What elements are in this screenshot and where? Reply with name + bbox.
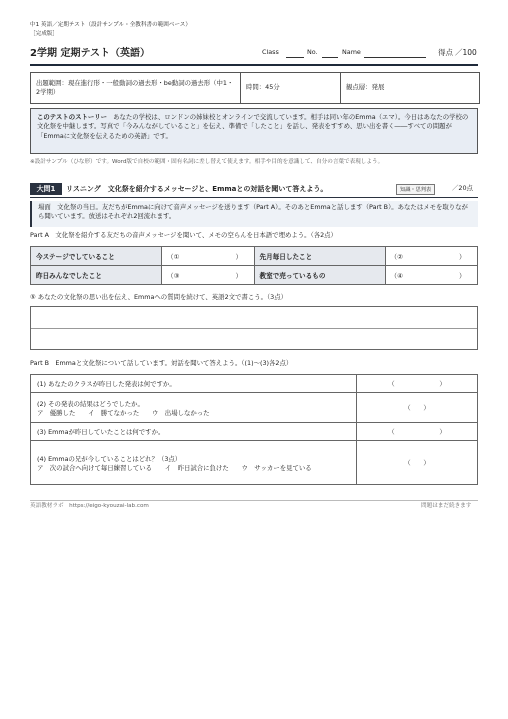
question-text: (3) Emmaが昨日していたことは何ですか。 <box>31 423 357 441</box>
score-max: ／100 <box>455 48 477 57</box>
question-cell <box>31 441 357 485</box>
name-label: Name <box>342 48 361 56</box>
answer-cell[interactable]: （ ） <box>357 441 478 485</box>
blank-close: ） <box>235 272 243 280</box>
memo-row <box>31 266 478 285</box>
blank-4: （④ <box>390 272 404 280</box>
class-label: Class <box>262 48 279 56</box>
score-label: 得点 <box>438 48 453 57</box>
memo-label: 昨日みんなでしたこと <box>31 266 162 285</box>
question-text: (2) その発表の結果はどうでしたか。 <box>37 399 144 408</box>
answer-cell[interactable]: （ ） <box>357 375 478 393</box>
writing-box[interactable] <box>30 306 478 350</box>
memo-label: 先月毎日したこと <box>254 247 385 266</box>
section-points: ／20点 <box>452 184 473 192</box>
section-rule <box>30 197 478 198</box>
time-cell: 時間：45分 <box>241 73 341 103</box>
answer-cell[interactable]: （ ） <box>357 393 478 423</box>
observation-cell: 観点層：発展 <box>346 83 385 92</box>
part-a-instruction: Part A 文化祭を紹介する友だちの音声メッセージを聞いて、メモの空らんを日本語で埋めよう。（各2点） <box>30 231 337 239</box>
memo-answer-4[interactable] <box>385 266 478 285</box>
writing-line <box>31 328 477 329</box>
story-text: あなたの学校は、ロンドンの姉妹校とオンラインで交流しています。相手は同い年のEmma（エマ）。今日はあなたの学校の文化祭を中継します。写真で「今みんながしていること」を伝え、準備で「したこと」を話し、発表をすすめ、思い出を書く――すべての問題が「Emmaに文化祭を伝えるための英語」です。 <box>37 113 469 140</box>
memo-table <box>30 246 478 285</box>
choices-text: ア 次の試合へ向けて毎日練習している イ 昨日試合に負けた ウ サッカーを見ている <box>37 463 312 472</box>
memo-label: 今ステージでしていること <box>31 247 162 266</box>
footer-site: 英語教材ラボ https://eigo-kyouzai-lab.com <box>30 503 149 509</box>
question-text: (1) あなたのクラスが昨日した発表は何ですか。 <box>31 375 357 393</box>
number-field[interactable] <box>322 57 338 58</box>
header-rule <box>30 64 478 66</box>
question-table <box>30 374 478 485</box>
memo-row <box>31 247 478 266</box>
usage-note: ※設計サンプル（ひな形）です。Word版で自校の範囲・固有名詞に差し替えて使えます。相手や目的を意識して、自分の言葉で表現しよう。 <box>30 159 384 165</box>
blank-2: （② <box>390 253 404 261</box>
question-text: (4) Emmaの兄が今していることはどれ？（3点） <box>37 454 182 463</box>
footer-continue: 問題はまだ続きます <box>421 503 472 509</box>
question-row <box>31 441 478 485</box>
blank-1: （① <box>167 253 180 261</box>
memo-label: 教室で売っているもの <box>254 266 385 285</box>
story-title: このテストのストーリー <box>37 113 108 121</box>
choices-text: ア 優勝した イ 勝てなかった ウ 出場しなかった <box>37 408 210 417</box>
footer-rule <box>30 500 478 501</box>
blank-close: ） <box>459 253 466 261</box>
edition-label: ［完成版］ <box>30 31 58 37</box>
page-title: 2学期 定期テスト（英語） <box>30 48 151 59</box>
question-5: ⑤ あなたの文化祭の思い出を伝え、Emmaへの質問を続けて、英語2文で書こう。（3点） <box>30 293 288 301</box>
question-row <box>31 375 478 393</box>
top-line: 中1 英語／定期テスト（設計サンプル・全教科書の範囲ベース） <box>30 22 191 28</box>
name-field[interactable] <box>364 57 426 58</box>
story-box <box>30 108 478 154</box>
part-b-instruction: Part B Emmaと文化祭について話しています。対話を聞いて答えよう。（(1)～(3)各2点） <box>30 359 293 367</box>
scenario-box: 場面 文化祭の当日。友だちがEmmaに向けて音声メッセージを送ります（Part A）。そのあとEmmaと話します（Part B）。あなたはメモを取りながら聞いています。放送はそれぞれ2回流れます。 <box>30 201 478 227</box>
class-field[interactable] <box>286 57 304 58</box>
skill-tag: 知識・思判表 <box>396 184 435 195</box>
question-row <box>31 393 478 423</box>
question-cell <box>31 393 357 423</box>
question-row <box>31 423 478 441</box>
memo-answer-3[interactable] <box>162 266 255 285</box>
no-label: No. <box>307 48 318 56</box>
scope-cell: 出題範囲：現在進行形・一般動詞の過去形・be動詞の過去形（中1・2学期） <box>31 73 241 103</box>
section-badge: 大問1 <box>30 183 62 195</box>
blank-close: ） <box>459 272 466 280</box>
section-title: リスニング 文化祭を紹介するメッセージと、Emmaとの対話を聞いて答えよう。 <box>66 185 328 193</box>
memo-answer-2[interactable] <box>385 247 478 266</box>
blank-close: ） <box>235 253 243 261</box>
memo-answer-1[interactable] <box>162 247 255 266</box>
answer-cell[interactable]: （ ） <box>357 423 478 441</box>
blank-3: （③ <box>167 272 180 280</box>
info-table <box>30 72 480 104</box>
